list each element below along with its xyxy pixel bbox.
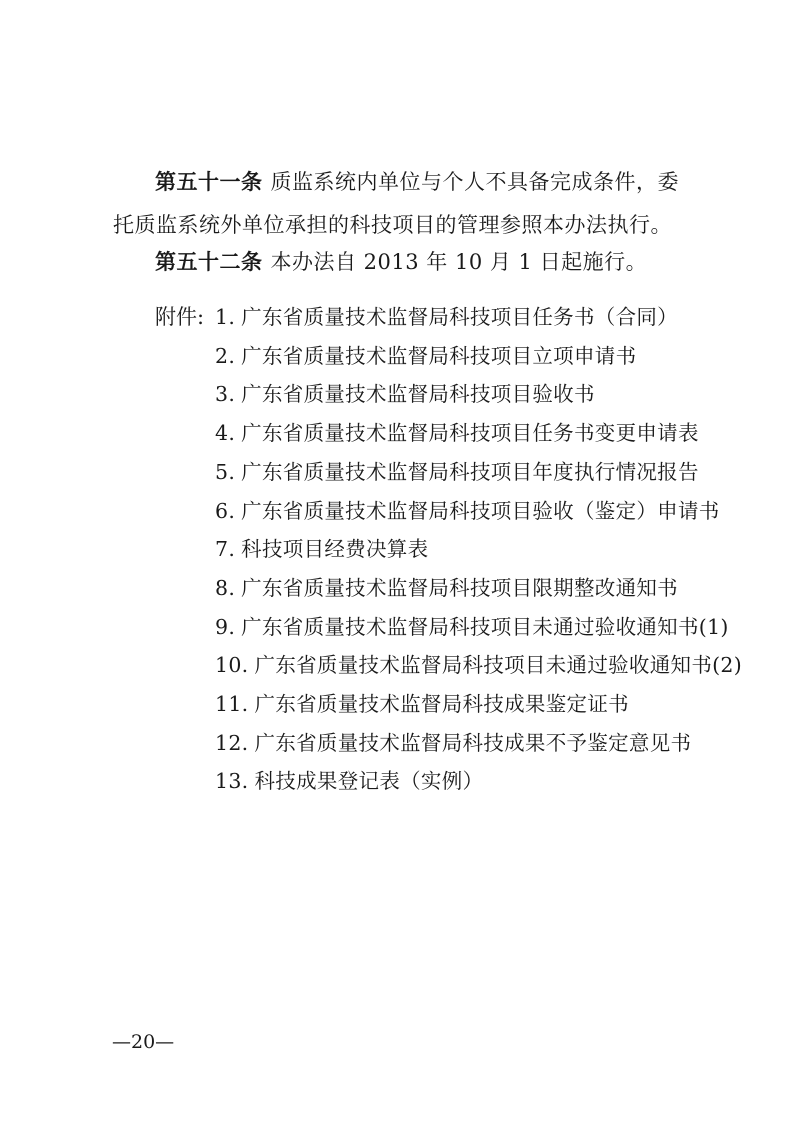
attachment-item [215, 646, 742, 685]
attachment-title: 广东省质量技术监督局科技项目未通过验收通知书(2) [254, 653, 743, 678]
attachment-number: 1. [215, 305, 236, 329]
attachment-item [215, 685, 742, 724]
attachment-item [215, 337, 742, 376]
attachments-list [215, 298, 742, 801]
attachment-title: 广东省质量技术监督局科技项目任务书（合同） [241, 305, 678, 329]
attachment-item [215, 608, 742, 647]
attachment-number: 8. [215, 575, 236, 600]
attachment-title: 广东省质量技术监督局科技项目未通过验收通知书(1) [241, 614, 729, 639]
article-52-heading: 第五十二条 [155, 250, 263, 274]
attachment-number: 7. [215, 537, 236, 562]
attachment-item [215, 414, 742, 453]
attachment-number: 4. [215, 421, 236, 446]
attachment-number: 10. [215, 653, 249, 678]
attachment-title: 广东省质量技术监督局科技项目任务书变更申请表 [241, 421, 699, 446]
attachment-number: 11. [215, 692, 249, 717]
attachment-item [215, 724, 742, 763]
attachment-title: 科技成果登记表（实例） [254, 769, 484, 794]
attachment-item [215, 453, 742, 492]
attachment-item [215, 569, 742, 608]
article-51-text: 质监系统内单位与个人不具备完成条件，委托质监系统外单位承担的科技项目的管理参照本办法执行。 [113, 170, 679, 237]
article-52 [155, 241, 647, 284]
attachment-number: 9. [215, 614, 236, 639]
article-52-text: 本办法自 2013 年 10 月 1 日起施行。 [270, 250, 648, 274]
attachment-item [215, 530, 742, 569]
attachment-title: 广东省质量技术监督局科技成果鉴定证书 [254, 692, 629, 717]
attachment-item [215, 492, 742, 531]
attachment-title: 广东省质量技术监督局科技项目验收书 [241, 382, 595, 407]
attachment-title: 广东省质量技术监督局科技项目限期整改通知书 [241, 575, 678, 600]
attachment-number: 12. [215, 730, 249, 755]
attachment-item [215, 298, 742, 337]
attachment-item [215, 762, 742, 801]
attachment-title: 科技项目经费决算表 [241, 537, 429, 562]
page-number: —20— [112, 1031, 175, 1053]
attachments-label: 附件: [155, 305, 205, 329]
attachment-title: 广东省质量技术监督局科技成果不予鉴定意见书 [254, 730, 692, 755]
attachment-number: 13. [215, 769, 249, 794]
attachment-number: 6. [215, 498, 236, 523]
attachment-number: 5. [215, 459, 236, 484]
article-51-heading: 第五十一条 [155, 170, 263, 194]
attachment-title: 广东省质量技术监督局科技项目立项申请书 [241, 343, 637, 368]
attachment-item [215, 375, 742, 414]
attachment-number: 3. [215, 382, 236, 407]
attachment-title: 广东省质量技术监督局科技项目年度执行情况报告 [241, 459, 699, 484]
attachment-number: 2. [215, 343, 236, 368]
article-51 [113, 161, 683, 247]
attachment-title: 广东省质量技术监督局科技项目验收（鉴定）申请书 [241, 498, 720, 523]
